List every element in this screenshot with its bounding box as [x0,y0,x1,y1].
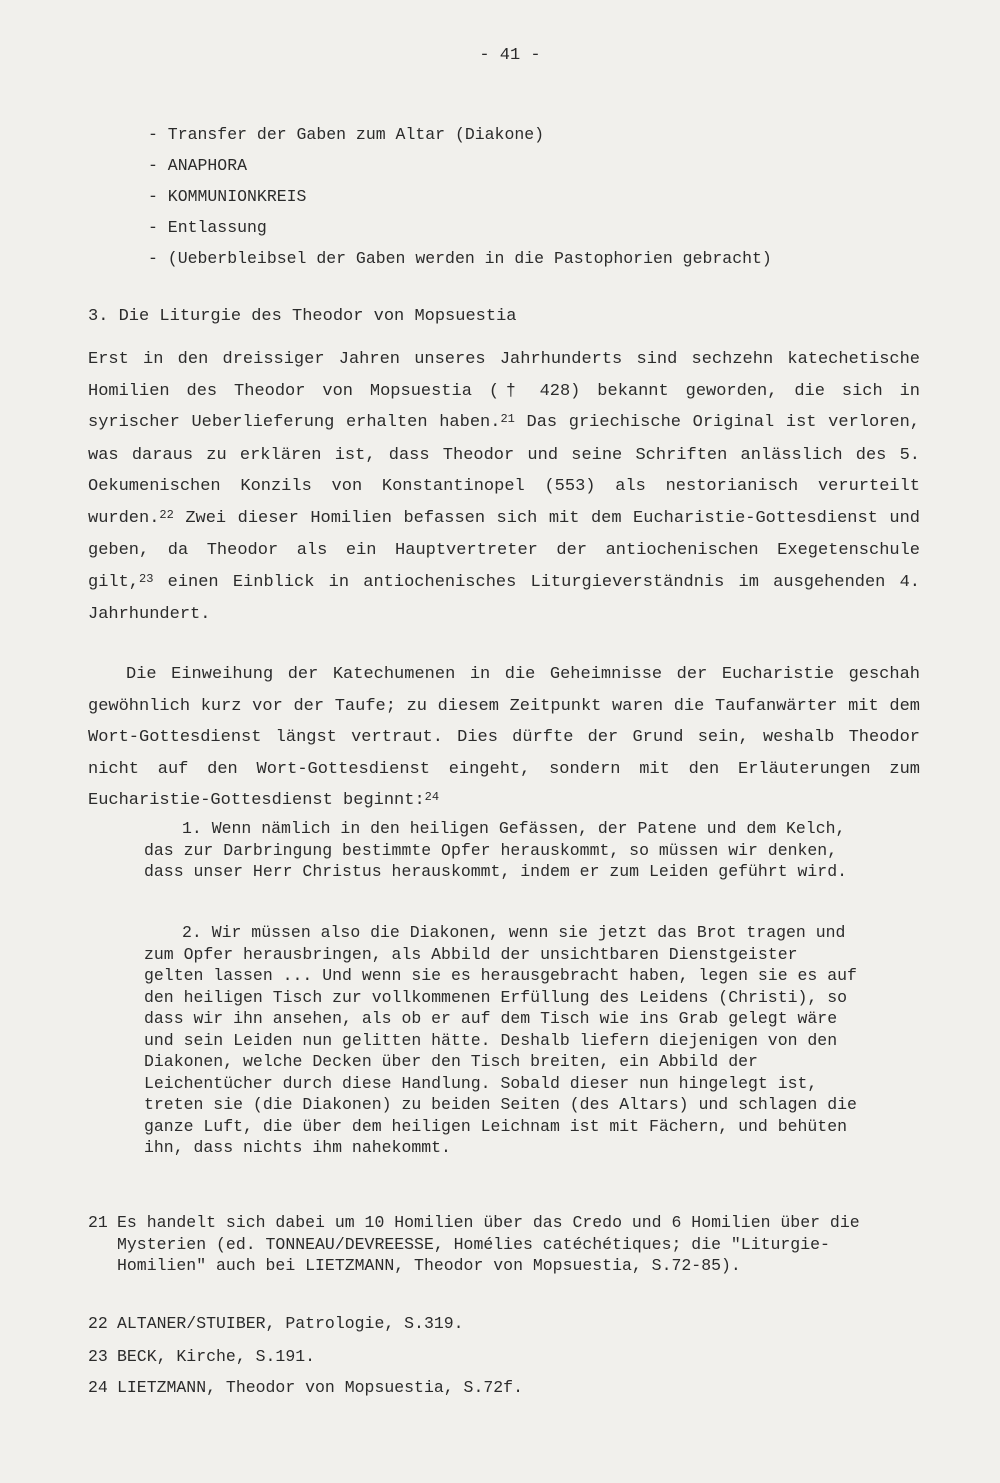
paragraph-text: einen Einblick in antiochenisches Liturgieverständnis im ausgehenden 4. Jahrhundert. [88,572,920,624]
body-paragraph [88,659,920,818]
paragraph-text: Zwei dieser Homilien befassen sich mit dem Eucharistie-Gottesdienst und geben, da Theodor als ein Hauptvertreter der antiochenischen Exegetenschule gilt, [88,508,920,592]
list-item: - Transfer der Gaben zum Altar (Diakone) [148,125,545,144]
paragraph-text: Erst in den dreissiger Jahren unseres Jahrhunderts sind sechzehn katechetische Homilien des Theodor von Mopsuestia († 428) bekannt geworden, die sich in syrischer Ueberlieferung erhalten haben. [88,350,920,432]
body-paragraph [88,344,920,631]
list-item: - Entlassung [148,218,267,237]
footnote-text: ALTANER/STUIBER, Patrologie, S.319. [117,1314,464,1333]
footnote [88,1346,908,1368]
footnote-number: 21 [88,1213,108,1232]
footnote-ref: 24 [424,790,440,804]
footnote [88,1377,908,1399]
page-number: - 41 - [479,46,541,65]
list-item: - ANAPHORA [148,156,248,175]
footnote [88,1313,908,1335]
quote-text: 2. Wir müssen also die Diakonen, wenn sie jetzt das Brot tragen und zum Opfer herausbringen, als Abbild der unsichtbaren Dienstgeister gelten lassen ... Und wenn sie es herausgebracht haben, legen sie es auf den heiligen Tisch zur vollkommenen Erfüllung des Leidens (Christi), so dass wir ihn ansehen, als ob er auf dem Tisch wie ins Grab gelegt wäre und sein Leiden nun gelitten hätte. Deshalb liefern diejenigen von den Diakonen, welche Decken über den Tisch breiten, ein Abbild der Leichentücher durch diese Handlung. Sobald dieser nun hingelegt ist, treten sie (die Diakonen) zu beiden Seiten (des Altars) und schlagen die ganze Luft, die über dem heiligen Leichnam ist mit Fächern, und behüten ihn, dass nichts ihm nahekommt. [144,923,857,1157]
block-quote [144,922,860,1159]
footnote [88,1212,908,1277]
footnote-number: 24 [88,1378,108,1397]
footnote-number: 23 [88,1347,108,1366]
section-heading: 3. Die Liturgie des Theodor von Mopsuestia [88,307,517,326]
footnote-text: BECK, Kirche, S.191. [117,1347,316,1366]
list-item: - (Ueberbleibsel der Gaben werden in die Pastophorien gebracht) [148,249,772,268]
footnote-text: Es handelt sich dabei um 10 Homilien über das Credo und 6 Homilien über die Mysterien (ed. TONNEAU/DEVREESSE, Homélies catéchétiques; die "Liturgie-Homilien" auch bei LIETZMANN, Theodor von Mopsuestia, S.72-85). [117,1213,860,1275]
paragraph-text: Die Einweihung der Katechumenen in die Geheimnisse der Eucharistie geschah gewöhnlich kurz vor der Taufe; zu diesem Zeitpunkt waren die Taufanwärter mit dem Wort-Gottesdienst längst vertraut. Dies dürfte der Grund sein, weshalb Theodor nicht auf den Wort-Gottesdienst eingeht, sondern mit den Erläuterungen zum Eucharistie-Gottesdienst beginnt: [88,665,920,810]
paragraph-text: Das griechische Original ist verloren, was daraus zu erklären ist, dass Theodor und seine Schriften anlässlich des 5. Oekumenischen Konzils von Konstantinopel (553) als nestorianisch verurteilt wurden. [88,413,920,528]
list-item: - KOMMUNIONKREIS [148,187,307,206]
quote-text: 1. Wenn nämlich in den heiligen Gefässen, der Patene und dem Kelch, das zur Darbringung bestimmte Opfer herauskommt, so müssen wir denken, dass unser Herr Christus herauskommt, indem er zum Leiden geführt wird. [144,819,848,881]
liturgy-outline-list [148,119,772,274]
footnote-ref: 22 [159,507,174,522]
footnote-ref: 21 [500,412,515,426]
footnote-text: LIETZMANN, Theodor von Mopsuestia, S.72f. [117,1378,523,1397]
footnote-number: 22 [88,1314,108,1333]
block-quote [144,818,860,883]
footnote-ref: 23 [139,571,154,586]
